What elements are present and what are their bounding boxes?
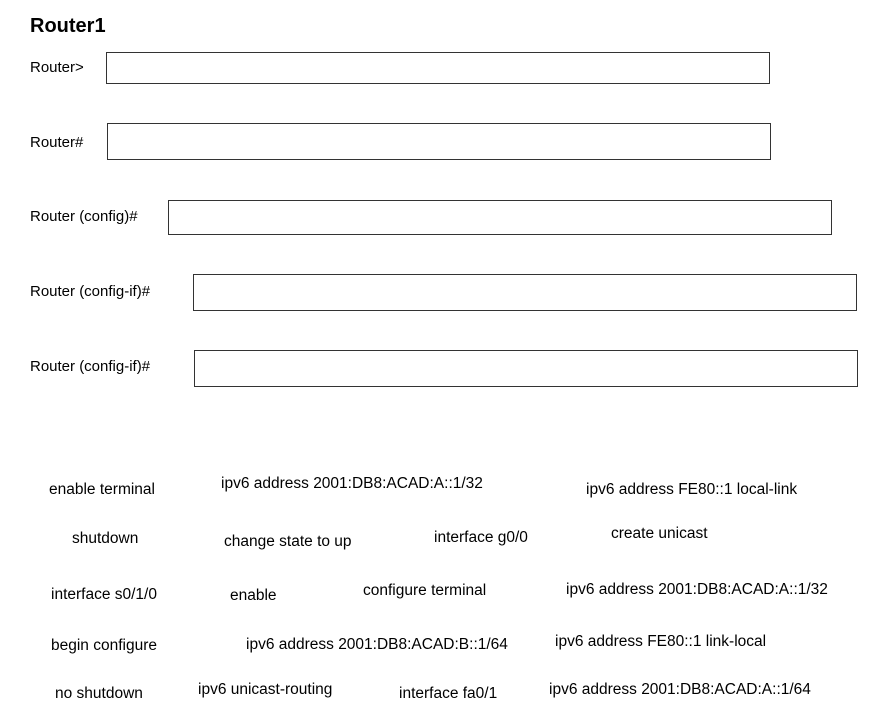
answer-box-3[interactable] [168,200,832,235]
command-option[interactable]: enable terminal [49,481,155,498]
command-option[interactable]: ipv6 unicast-routing [198,681,333,698]
answer-box-5[interactable] [194,350,858,387]
page-title: Router1 [30,15,106,37]
prompt-router-config: Router (config)# [30,208,138,225]
command-option[interactable]: ipv6 address FE80::1 link-local [555,633,767,650]
prompt-router-privileged: Router# [30,134,84,151]
prompt-router-user: Router> [30,59,84,76]
command-option[interactable]: ipv6 address FE80::1 local-link [586,481,798,498]
command-option[interactable]: begin configure [51,637,157,654]
command-option[interactable]: no shutdown [55,685,143,702]
command-option[interactable]: configure terminal [363,582,487,599]
prompt-router-config-if-2: Router (config-if)# [30,358,151,375]
command-option[interactable]: ipv6 address 2001:DB8:ACAD:A::1/32 [566,581,828,598]
command-option[interactable]: interface s0/1/0 [51,586,157,603]
command-option[interactable]: change state to up [224,533,352,550]
command-option[interactable]: ipv6 address 2001:DB8:ACAD:B::1/64 [246,636,508,653]
command-option[interactable]: create unicast [611,525,708,542]
command-option[interactable]: interface g0/0 [434,529,528,546]
answer-box-4[interactable] [193,274,857,311]
command-option[interactable]: shutdown [72,530,139,547]
command-option[interactable]: enable [230,587,277,604]
command-option[interactable]: ipv6 address 2001:DB8:ACAD:A::1/32 [221,475,483,492]
answer-box-1[interactable] [106,52,770,84]
command-option[interactable]: ipv6 address 2001:DB8:ACAD:A::1/64 [549,681,811,698]
prompt-router-config-if-1: Router (config-if)# [30,283,151,300]
answer-box-2[interactable] [107,123,771,160]
command-option[interactable]: interface fa0/1 [399,685,498,702]
